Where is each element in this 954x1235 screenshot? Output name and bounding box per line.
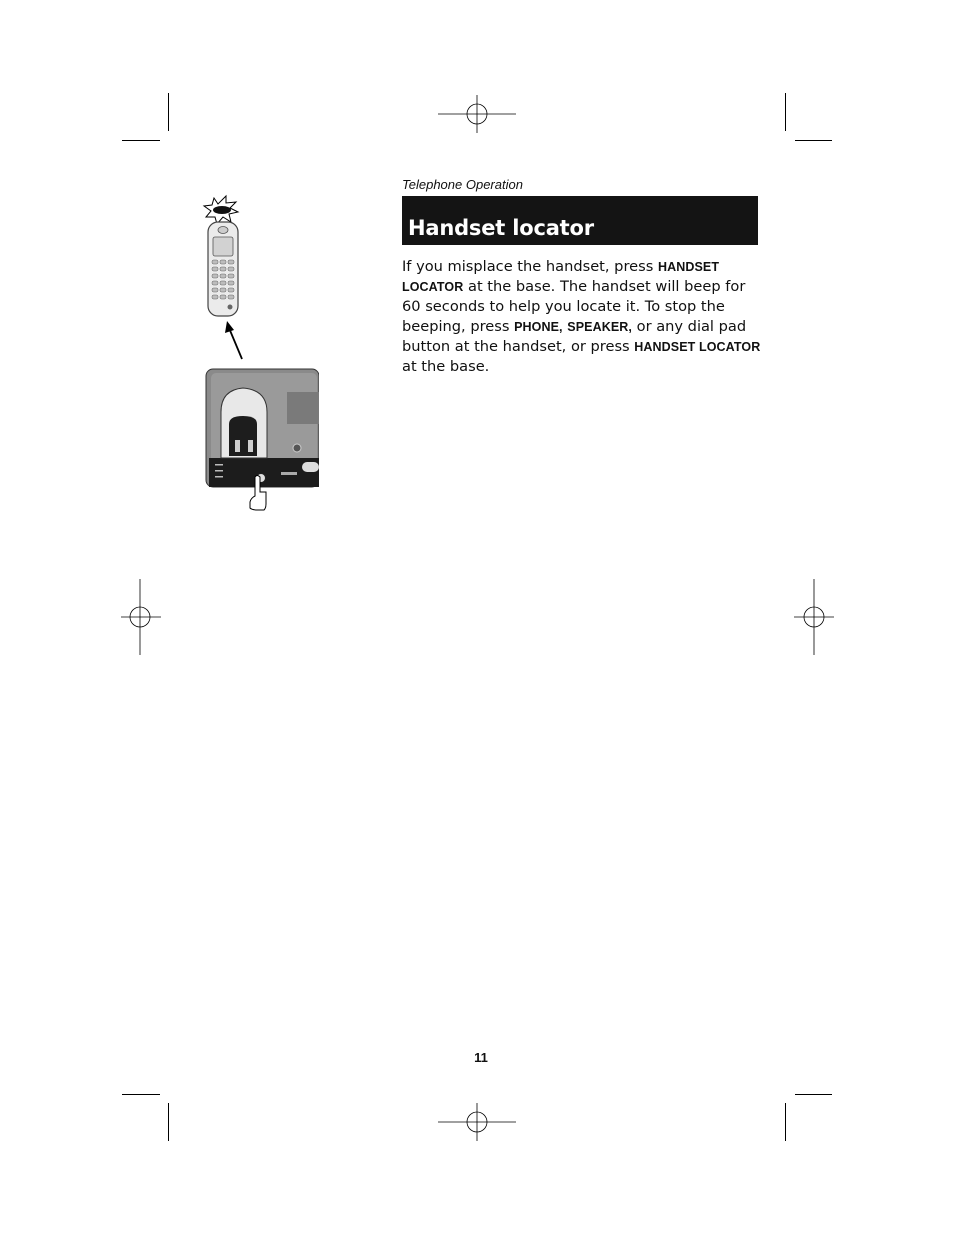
crop-mark-tr-h [795, 140, 832, 141]
body-text-2: at the base. The handset will beep for 60 seconds to help you locate it. To stop the beeping, press [402, 278, 746, 335]
body-text-4: or any dial pad button at the handset, or press [402, 317, 747, 355]
crop-mark-tr-v [785, 93, 786, 131]
crop-mark-tl-v [168, 93, 169, 131]
registration-mark-top [438, 95, 516, 135]
registration-mark-bottom [438, 1103, 516, 1143]
registration-mark-left [121, 579, 161, 655]
section-title-bar [402, 196, 758, 245]
crop-mark-br-h [795, 1094, 832, 1095]
crop-mark-bl-h [122, 1094, 160, 1095]
keyword-handset-locator-2: HANDSET LOCATOR [634, 339, 761, 354]
page-number: 11 [474, 1050, 488, 1065]
base-unit-illustration [205, 368, 319, 514]
registration-mark-right [794, 579, 834, 655]
crop-mark-br-v [785, 1103, 786, 1141]
body-paragraph [402, 257, 762, 376]
keyword-speaker: SPEAKER, [567, 319, 632, 334]
handset-illustration [200, 192, 250, 320]
body-text-1: If you misplace the handset, press [402, 258, 658, 275]
section-title: Handset locator [408, 216, 594, 240]
keyword-handset-locator: HANDSET LOCATOR [402, 260, 720, 295]
body-text-5: at the base. [402, 358, 490, 376]
att-logo-icon [228, 305, 233, 310]
section-label: Telephone Operation [402, 177, 523, 192]
keyword-phone: PHONE, [514, 319, 563, 334]
crop-mark-bl-v [168, 1103, 169, 1141]
arrow-up-icon [222, 318, 248, 362]
crop-mark-tl-h [122, 140, 160, 141]
